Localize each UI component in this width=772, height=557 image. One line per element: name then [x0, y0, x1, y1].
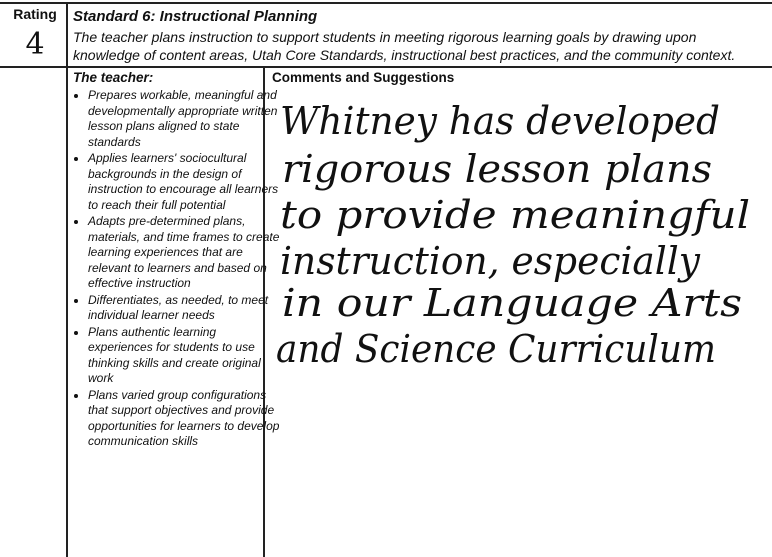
handwritten-line: to provide meaningful	[280, 193, 750, 237]
rating-header: Rating	[13, 6, 57, 22]
top-border	[0, 2, 772, 4]
handwritten-line: instruction, especially	[280, 239, 701, 283]
list-item: • Plans authentic learning experiences for students to use thinking skills and create original work	[88, 325, 284, 387]
list-item: • Plans varied group configurations that support objectives and provide opportunities for learners to develop communication skills	[88, 388, 284, 450]
list-item: • Applies learners' sociocultural backgrounds in the design of instruction to encourage all learners to reach their full potential	[88, 151, 284, 213]
teacher-indicator-list	[66, 88, 284, 451]
list-item: • Prepares workable, meaningful and developmentally appropriate written lesson plans aligned to state standards	[88, 88, 284, 150]
handwritten-line: Whitney has developed	[280, 99, 720, 143]
teacher-heading: The teacher:	[73, 70, 154, 85]
handwritten-comment	[272, 86, 768, 386]
standard-title: Standard 6: Instructional Planning	[73, 8, 318, 25]
comments-heading: Comments and Suggestions	[272, 70, 455, 85]
handwritten-line: and Science Curriculum	[276, 327, 716, 371]
handwritten-line: in our Language Arts	[282, 281, 742, 325]
handwritten-line: rigorous lesson plans	[282, 147, 712, 191]
rating-value: 4	[25, 27, 45, 62]
standard-description: The teacher plans instruction to support students in meeting rigorous learning goals by drawing upon knowledge of content areas, Utah Core Standards, instructional best practices, and the community context.	[73, 29, 736, 63]
list-item: • Differentiates, as needed, to meet individual learner needs	[88, 293, 284, 324]
handwritten-comment-svg	[272, 86, 768, 386]
list-item: • Adapts pre-determined plans, materials, and time frames to create learning experiences that are relevant to learners and based on effective instruction	[88, 214, 284, 292]
header-divider	[0, 66, 772, 68]
